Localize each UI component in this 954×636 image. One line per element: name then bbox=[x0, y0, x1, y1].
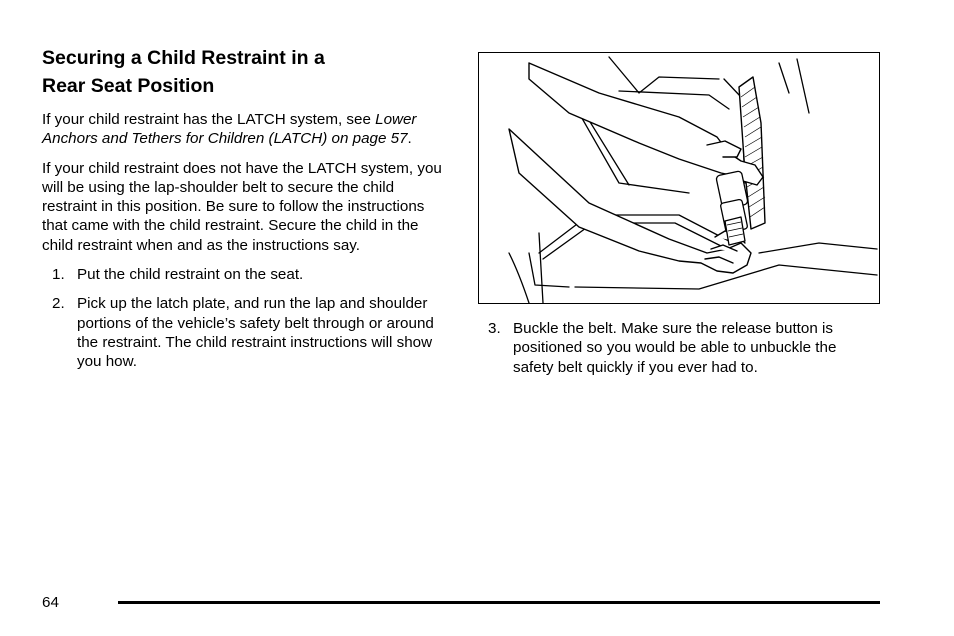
page-number: 64 bbox=[42, 594, 59, 611]
latch-paragraph-end: . bbox=[407, 130, 412, 148]
title-line-1: Securing a Child Restraint in a bbox=[42, 47, 325, 69]
step-number: 2. bbox=[52, 295, 65, 313]
steps-list-left bbox=[42, 265, 452, 371]
step-item bbox=[42, 265, 452, 284]
cross-reference: Lower Anchors and Tethers for Children (LATCH) on page 57 bbox=[42, 111, 417, 148]
right-column bbox=[478, 52, 880, 387]
footer-rule bbox=[118, 601, 880, 604]
latch-paragraph-text: If your child restraint has the LATCH system, see bbox=[42, 111, 376, 128]
lap-shoulder-paragraph: If your child restraint does not have the LATCH system, you will be using the lap-shoulder belt to secure the child restraint in this position. Be sure to follow the instructions that came with the child restraint. Secure the child in the child restraint when and as the instructions say. bbox=[42, 159, 442, 254]
step-item bbox=[478, 319, 880, 377]
step-text: Buckle the belt. Make sure the release button is positioned so you would be able to unbuckle the safety belt quickly if you ever had to. bbox=[513, 320, 837, 376]
buckle-illustration bbox=[478, 52, 880, 304]
section-title bbox=[42, 44, 452, 100]
step-number: 1. bbox=[52, 266, 65, 284]
steps-list-right bbox=[478, 319, 880, 377]
left-column bbox=[42, 44, 452, 382]
step-item bbox=[42, 294, 452, 371]
latch-paragraph bbox=[42, 110, 452, 149]
title-line-2: Rear Seat Position bbox=[42, 75, 215, 97]
step-text: Put the child restraint on the seat. bbox=[77, 266, 304, 284]
seat-belt-hands-illustration bbox=[479, 53, 880, 304]
step-text: Pick up the latch plate, and run the lap and shoulder portions of the vehicle’s safety belt through or around the restraint. The child restraint instructions will show you how. bbox=[77, 295, 434, 371]
step-number: 3. bbox=[488, 320, 501, 337]
